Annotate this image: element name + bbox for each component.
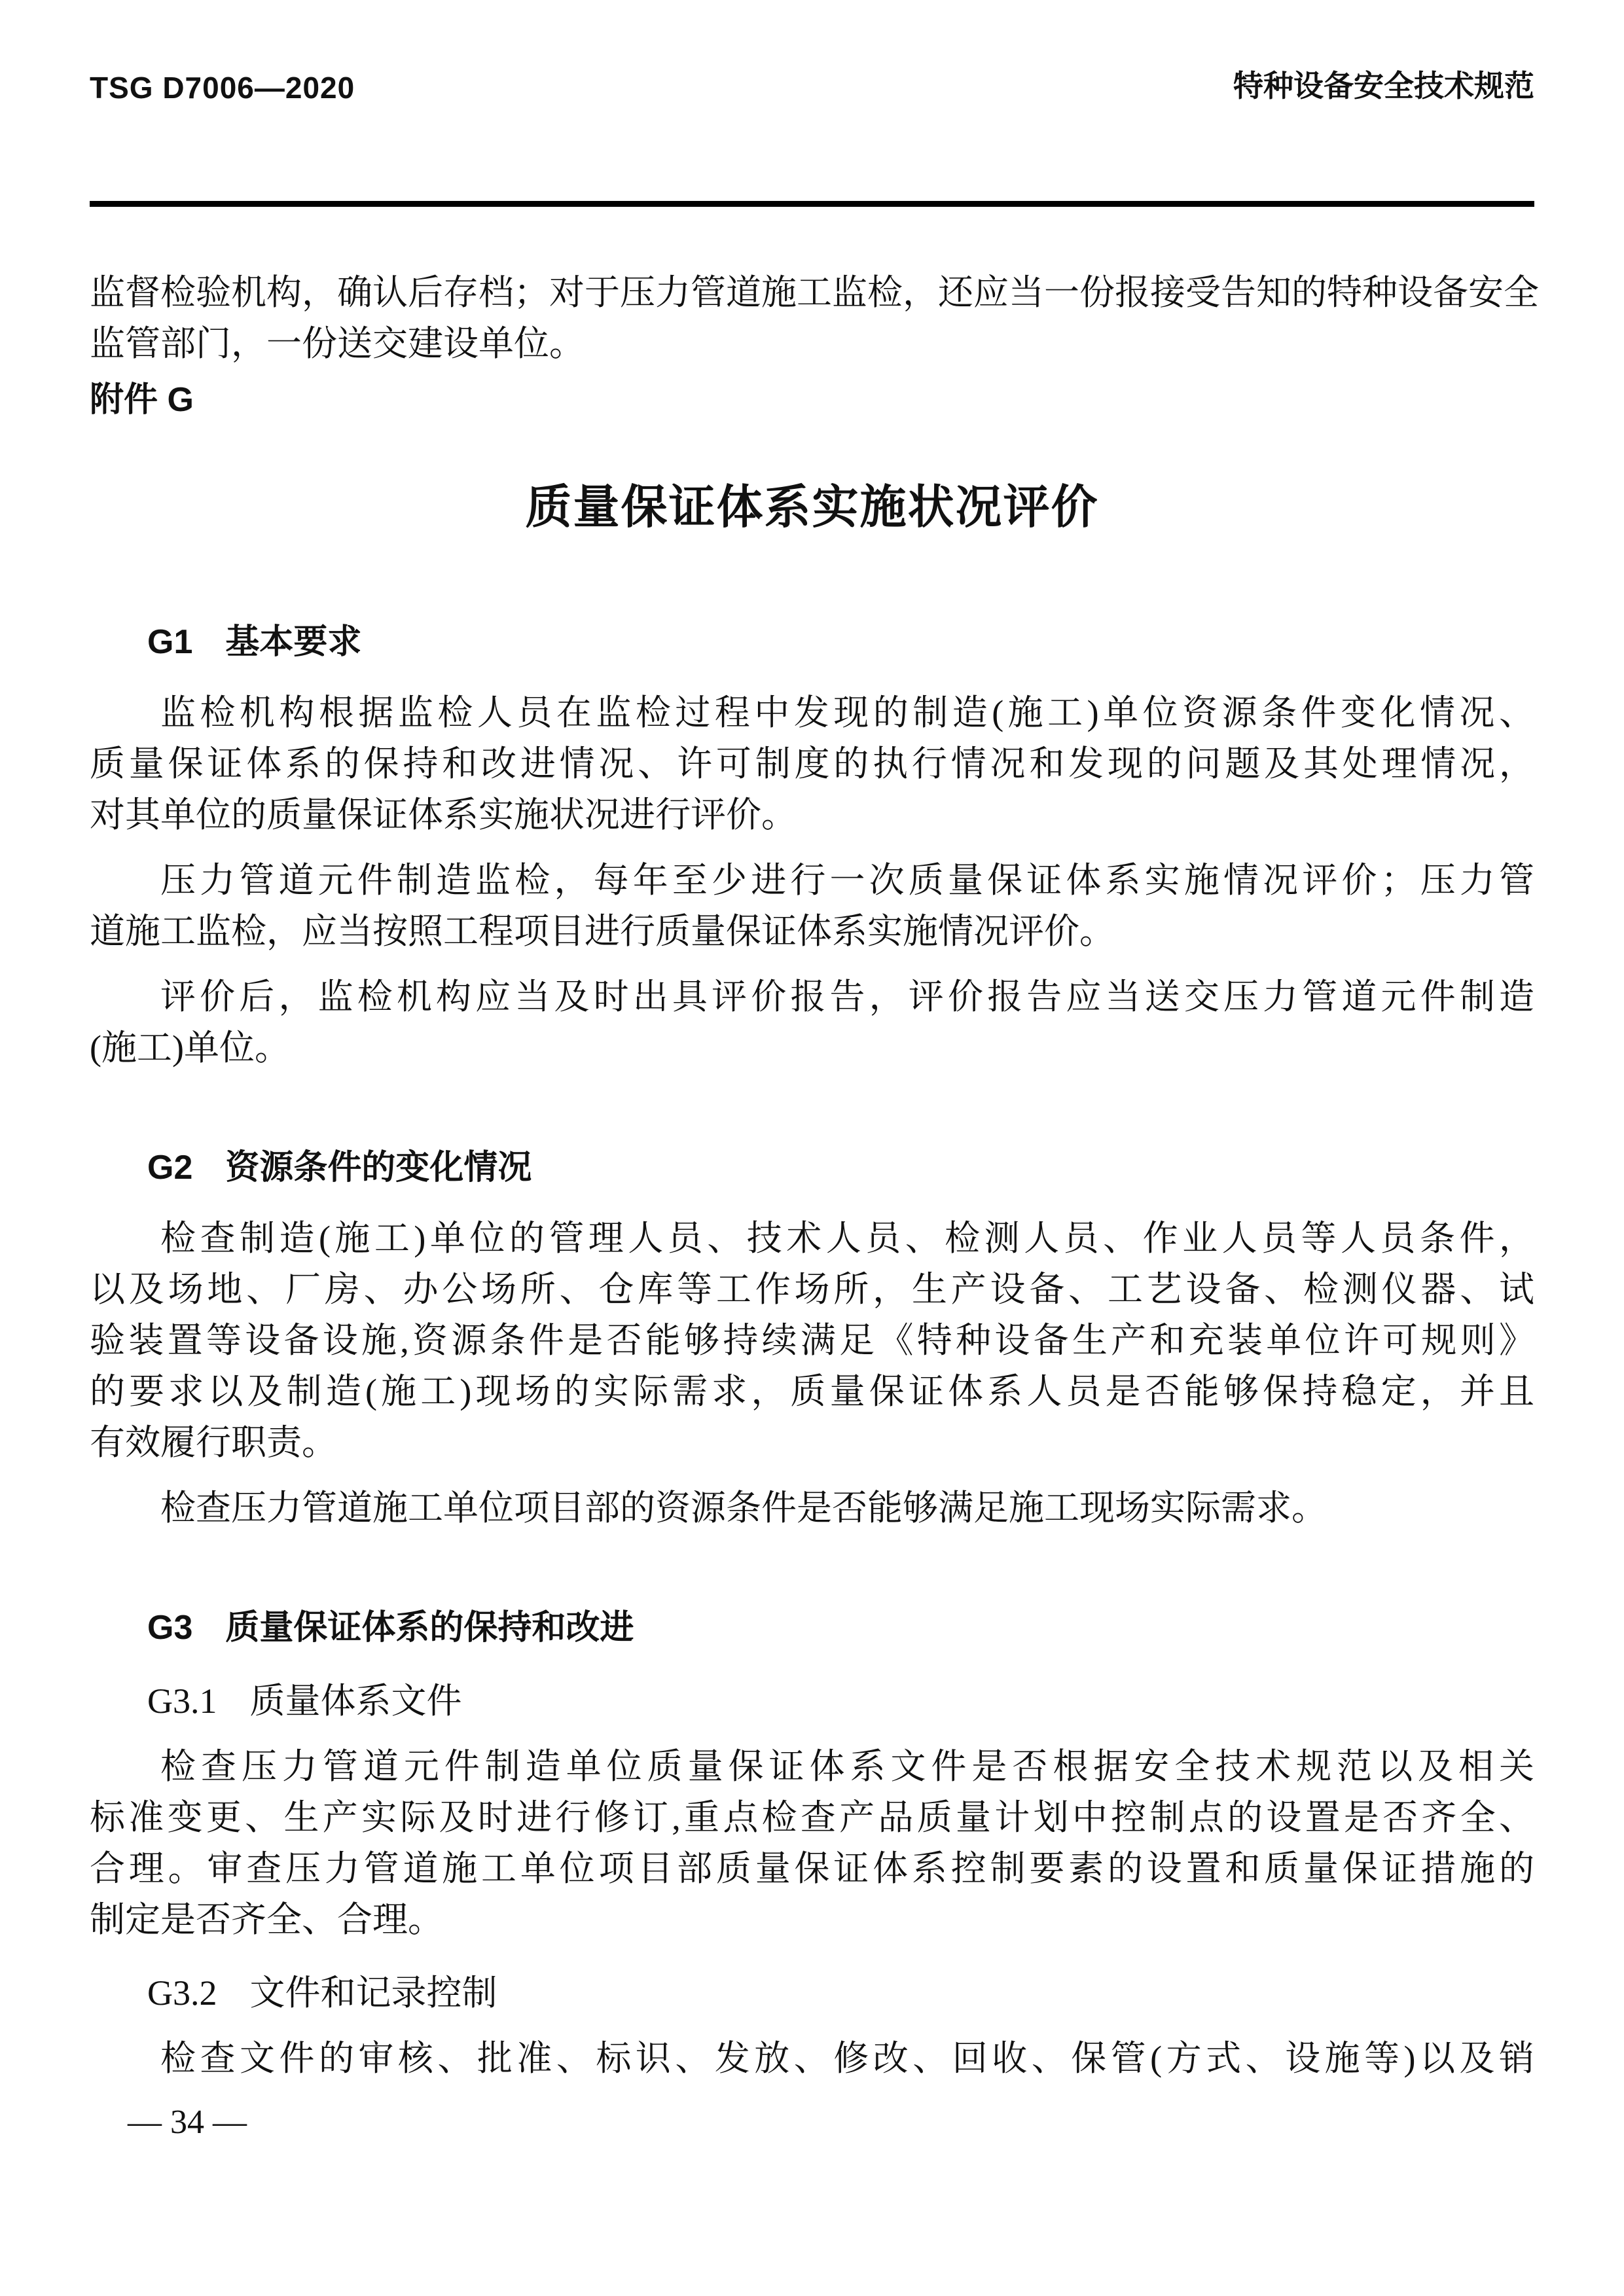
section-heading-g3-2 <box>90 1967 1534 2018</box>
text-line: 有效履行职责。 <box>90 1423 337 1462</box>
text-line: 质量保证体系的保持和改进情况、许可制度的执行情况和发现的问题及其处理情况， <box>90 744 1534 783</box>
section-number: G2 <box>147 1149 193 1187</box>
section-heading-g3-1 <box>90 1676 1534 1727</box>
section-heading-g1 <box>90 617 1534 668</box>
paragraph-g3-2 <box>90 2033 1534 2084</box>
document-title: 质量保证体系实施状况评价 <box>525 482 1099 533</box>
text-line: 对其单位的质量保证体系实施状况进行评价。 <box>90 795 797 834</box>
attachment-label: 附件 G <box>90 381 194 419</box>
text-line: 制定是否齐全、合理。 <box>90 1900 443 1939</box>
section-title: 资源条件的变化情况 <box>225 1149 532 1187</box>
section-title: 质量体系文件 <box>249 1681 462 1721</box>
text-line: 监管部门，一份送交建设单位。 <box>90 324 585 363</box>
text-line: 标准变更、生产实际及时进行修订,重点检查产品质量计划中控制点的设置是否齐全、 <box>90 1798 1534 1837</box>
text-line: 监检机构根据监检人员在监检过程中发现的制造(施工)单位资源条件变化情况、 <box>160 693 1534 732</box>
text-line: 检查文件的审核、批准、标识、发放、修改、回收、保管(方式、设施等)以及销 <box>160 2039 1534 2078</box>
text-line: 检查制造(施工)单位的管理人员、技术人员、检测人员、作业人员等人员条件， <box>160 1219 1534 1258</box>
text-line: 评价后，监检机构应当及时出具评价报告，评价报告应当送交压力管道元件制造 <box>160 977 1534 1016</box>
text-line: (施工)单位。 <box>90 1028 290 1067</box>
document-body <box>90 267 1539 2084</box>
text-line: 检查压力管道元件制造单位质量保证体系文件是否根据安全技术规范以及相关 <box>160 1747 1534 1786</box>
header-document-category: 特种设备安全技术规范 <box>1233 69 1534 103</box>
text-line: 检查压力管道施工单位项目部的资源条件是否能够满足施工现场实际需求。 <box>160 1488 1327 1528</box>
paragraph-g3-1 <box>90 1741 1534 1945</box>
text-line: 合理。审查压力管道施工单位项目部质量保证体系控制要素的设置和质量保证措施的 <box>90 1849 1534 1888</box>
section-heading-g2 <box>90 1142 1534 1193</box>
page-header <box>90 62 1534 105</box>
section-title: 文件和记录控制 <box>249 1973 497 2013</box>
paragraph-g2-2 <box>90 1482 1534 1534</box>
paragraph-g1-3 <box>90 971 1534 1073</box>
text-line: 的要求以及制造(施工)现场的实际需求，质量保证体系人员是否能够保持稳定，并且 <box>90 1372 1534 1411</box>
paragraph-g1-1 <box>90 687 1534 840</box>
section-title: 基本要求 <box>225 623 362 661</box>
intro-continuation-paragraph <box>90 267 1539 369</box>
page-number: — 34 — <box>128 2104 247 2141</box>
section-title: 质量保证体系的保持和改进 <box>225 1609 634 1647</box>
section-number: G1 <box>147 623 193 661</box>
section-number: G3.1 <box>147 1681 217 1721</box>
text-line: 道施工监检，应当按照工程项目进行质量保证体系实施情况评价。 <box>90 912 1115 951</box>
paragraph-g1-2 <box>90 855 1534 957</box>
section-heading-g3 <box>90 1602 1534 1653</box>
header-document-code: TSG D7006—2020 <box>90 71 355 105</box>
section-number: G3 <box>147 1609 193 1647</box>
text-line: 压力管道元件制造监检，每年至少进行一次质量保证体系实施情况评价；压力管 <box>160 861 1534 900</box>
paragraph-g2-1 <box>90 1213 1534 1468</box>
text-line: 监督检验机构，确认后存档；对于压力管道施工监检，还应当一份报接受告知的特种设备安全 <box>90 273 1539 312</box>
header-divider <box>90 201 1534 207</box>
section-number: G3.2 <box>147 1973 217 2013</box>
text-line: 验装置等设备设施,资源条件是否能够持续满足《特种设备生产和充装单位许可规则》 <box>90 1321 1534 1360</box>
text-line: 以及场地、厂房、办公场所、仓库等工作场所，生产设备、工艺设备、检测仪器、试 <box>90 1270 1534 1309</box>
